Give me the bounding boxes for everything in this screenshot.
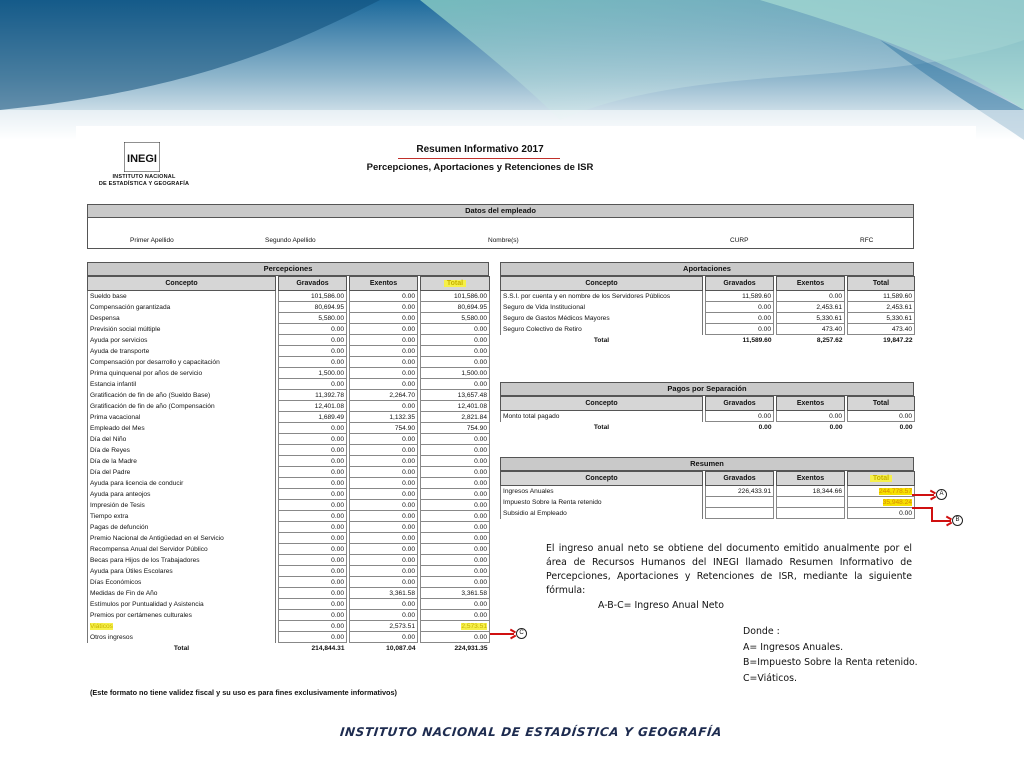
empleado-header: Datos del empleado xyxy=(87,204,914,218)
percepciones-value: 1,132.35 xyxy=(350,412,418,423)
percepciones-concepto: Becas para Hijos de los Trabajadores xyxy=(88,555,276,566)
percepciones-col-concepto: Concepto xyxy=(88,277,276,291)
percepciones-value: 0.00 xyxy=(350,291,418,302)
percepciones-value: 0.00 xyxy=(350,577,418,588)
percepciones-value: 0.00 xyxy=(279,500,347,511)
aportaciones-value: 473.40 xyxy=(848,324,915,335)
percepciones-value: 0.00 xyxy=(279,632,347,643)
aportaciones-col-total: Total xyxy=(848,277,915,291)
percepciones-value: 0.00 xyxy=(279,467,347,478)
aportaciones-header: Aportaciones xyxy=(500,262,914,276)
percepciones-value: 0.00 xyxy=(421,566,490,577)
percepciones-concepto: Premio Nacional de Antigüedad en el Servicio xyxy=(88,533,276,544)
resumen-highlighted-value: 35,948.24 xyxy=(882,498,912,506)
percepciones-concepto: Prima quinquenal por años de servicio xyxy=(88,368,276,379)
aportaciones-total-label: Total xyxy=(593,336,610,344)
percepciones-row xyxy=(88,368,490,379)
percepciones-value: 0.00 xyxy=(350,346,418,357)
percepciones-concepto: Pagas de defunción xyxy=(88,522,276,533)
percepciones-row xyxy=(88,577,490,588)
percepciones-total-label: Total xyxy=(173,644,190,652)
percepciones-concepto: Día de Reyes xyxy=(88,445,276,456)
logo-wordmark: INEGI xyxy=(127,153,157,165)
percepciones-value: 1,500.00 xyxy=(421,368,490,379)
percepciones-total-value: 10,087.04 xyxy=(350,643,418,654)
percepciones-row xyxy=(88,621,490,632)
aportaciones-table xyxy=(500,276,915,346)
percepciones-concepto: Otros ingresos xyxy=(88,632,276,643)
field-primer-apellido: Primer Apellido xyxy=(130,237,174,244)
percepciones-value: 80,694.95 xyxy=(279,302,347,313)
separacion-total-value: 0.00 xyxy=(706,422,774,433)
percepciones-concepto: Días Económicos xyxy=(88,577,276,588)
percepciones-total-row xyxy=(88,643,490,654)
percepciones-value: 0.00 xyxy=(279,423,347,434)
resumen-table xyxy=(500,471,915,519)
percepciones-concepto: Ayuda para licencia de conducir xyxy=(88,478,276,489)
resumen-value xyxy=(777,508,845,519)
resumen-col-total xyxy=(848,472,915,486)
percepciones-value: 1,500.00 xyxy=(279,368,347,379)
resumen-col-total-highlight: Total xyxy=(870,475,892,482)
percepciones-concepto: Sueldo base xyxy=(88,291,276,302)
percepciones-value: 0.00 xyxy=(421,511,490,522)
percepciones-concepto: Impresión de Tesis xyxy=(88,500,276,511)
separacion-value: 0.00 xyxy=(706,411,774,422)
percepciones-value: 0.00 xyxy=(350,555,418,566)
resumen-concepto: Ingresos Anuales xyxy=(501,486,703,497)
percepciones-value: 0.00 xyxy=(350,313,418,324)
percepciones-row xyxy=(88,324,490,335)
resumen-highlighted-value: 244,778.57 xyxy=(878,487,912,495)
percepciones-value: 0.00 xyxy=(350,401,418,412)
logo-line2: DE ESTADÍSTICA Y GEOGRAFÍA xyxy=(98,181,190,187)
donde-b: B=Impuesto Sobre la Renta retenido. xyxy=(743,657,918,668)
percepciones-value: 0.00 xyxy=(350,379,418,390)
percepciones-value: 0.00 xyxy=(350,434,418,445)
resumen-value xyxy=(706,508,774,519)
aportaciones-row xyxy=(501,302,915,313)
percepciones-concepto: Prima vacacional xyxy=(88,412,276,423)
aportaciones-value: 11,589.60 xyxy=(848,291,915,302)
percepciones-value: 0.00 xyxy=(350,610,418,621)
percepciones-value: 0.00 xyxy=(279,621,347,632)
aportaciones-concepto: S.S.I. por cuenta y en nombre de los Servidores Públicos xyxy=(501,291,703,302)
percepciones-value: 2,264.70 xyxy=(350,390,418,401)
percepciones-concepto: Ayuda de transporte xyxy=(88,346,276,357)
percepciones-concepto: Despensa xyxy=(88,313,276,324)
percepciones-value: 0.00 xyxy=(279,379,347,390)
percepciones-concepto: Gratificación de fin de año (Compensación xyxy=(88,401,276,412)
percepciones-value: 0.00 xyxy=(279,522,347,533)
percepciones-row xyxy=(88,423,490,434)
resumen-col-concepto: Concepto xyxy=(501,472,703,486)
percepciones-value: 5,580.00 xyxy=(421,313,490,324)
aportaciones-row xyxy=(501,313,915,324)
percepciones-value: 0.00 xyxy=(350,533,418,544)
percepciones-value: 0.00 xyxy=(279,533,347,544)
percepciones-row xyxy=(88,599,490,610)
formula: A-B-C= Ingreso Anual Neto xyxy=(598,600,724,611)
document-subtitle: Percepciones, Aportaciones y Retenciones de ISR xyxy=(366,162,594,173)
percepciones-row xyxy=(88,610,490,621)
resumen-concepto: Impuesto Sobre la Renta retenido xyxy=(501,497,703,508)
marker-b-label: B xyxy=(952,515,963,526)
percepciones-value: 0.00 xyxy=(279,577,347,588)
separacion-concepto: Monto total pagado xyxy=(501,411,703,422)
aportaciones-value: 2,453.61 xyxy=(848,302,915,313)
percepciones-row xyxy=(88,544,490,555)
aportaciones-value: 2,453.61 xyxy=(777,302,845,313)
marker-c-label: C xyxy=(516,628,527,639)
percepciones-value: 0.00 xyxy=(279,357,347,368)
aportaciones-value: 0.00 xyxy=(706,324,774,335)
percepciones-row xyxy=(88,401,490,412)
resumen-col-exentos: Exentos xyxy=(777,472,845,486)
percepciones-value: 0.00 xyxy=(421,324,490,335)
percepciones-row xyxy=(88,489,490,500)
percepciones-value: 0.00 xyxy=(350,500,418,511)
percepciones-value: 0.00 xyxy=(350,478,418,489)
percepciones-row xyxy=(88,511,490,522)
explanation-paragraph: El ingreso anual neto se obtiene del documento emitido anualmente por el área de Recursos Humanos del INEGI llamado Resumen Informativo de Percepciones, Aportaciones y Retenciones de ISR, mediante la siguiente fórmula: xyxy=(546,543,912,596)
resumen-value xyxy=(848,497,915,508)
percepciones-row xyxy=(88,379,490,390)
percepciones-row xyxy=(88,434,490,445)
aportaciones-value: 473.40 xyxy=(777,324,845,335)
percepciones-concepto: Recompensa Anual del Servidor Público xyxy=(88,544,276,555)
percepciones-table xyxy=(87,276,490,654)
percepciones-value: 0.00 xyxy=(350,324,418,335)
percepciones-value: 0.00 xyxy=(350,357,418,368)
field-rfc: RFC xyxy=(860,237,874,244)
aportaciones-concepto: Seguro de Vida Institucional xyxy=(501,302,703,313)
percepciones-concepto: Previsión social múltiple xyxy=(88,324,276,335)
resumen-value: 226,433.91 xyxy=(706,486,774,497)
percepciones-value: 0.00 xyxy=(421,379,490,390)
percepciones-row xyxy=(88,335,490,346)
percepciones-value: 101,586.00 xyxy=(279,291,347,302)
resumen-header: Resumen xyxy=(500,457,914,471)
percepciones-concepto: Ayuda para anteojos xyxy=(88,489,276,500)
percepciones-value: 0.00 xyxy=(279,566,347,577)
donde-legend xyxy=(743,624,918,686)
percepciones-value: 0.00 xyxy=(279,445,347,456)
percepciones-value: 80,694.95 xyxy=(421,302,490,313)
resumen-col-gravados: Gravados xyxy=(706,472,774,486)
percepciones-row xyxy=(88,467,490,478)
resumen-value xyxy=(777,497,845,508)
resumen-row xyxy=(501,508,915,519)
percepciones-value: 0.00 xyxy=(350,511,418,522)
resumen-row xyxy=(501,486,915,497)
percepciones-row xyxy=(88,555,490,566)
percepciones-row xyxy=(88,478,490,489)
percepciones-value: 0.00 xyxy=(421,500,490,511)
percepciones-value: 0.00 xyxy=(279,434,347,445)
percepciones-value: 0.00 xyxy=(350,335,418,346)
percepciones-value: 0.00 xyxy=(350,489,418,500)
percepciones-value: 0.00 xyxy=(350,544,418,555)
separacion-total-row xyxy=(501,422,915,433)
percepciones-value: 0.00 xyxy=(350,445,418,456)
aportaciones-col-concepto: Concepto xyxy=(501,277,703,291)
percepciones-value: 0.00 xyxy=(421,555,490,566)
percepciones-value xyxy=(421,621,490,632)
separacion-col-total: Total xyxy=(848,397,915,411)
percepciones-value: 0.00 xyxy=(279,346,347,357)
percepciones-concepto: Día del Padre xyxy=(88,467,276,478)
aportaciones-value: 5,330.61 xyxy=(848,313,915,324)
logo-mark-icon xyxy=(124,142,160,172)
percepciones-value: 0.00 xyxy=(279,456,347,467)
percepciones-value: 0.00 xyxy=(421,599,490,610)
percepciones-value: 0.00 xyxy=(279,324,347,335)
percepciones-concepto: Ayuda para Útiles Escolares xyxy=(88,566,276,577)
resumen-value xyxy=(706,497,774,508)
percepciones-total-value: 214,844.31 xyxy=(279,643,347,654)
logo-caption xyxy=(96,174,192,188)
percepciones-value: 12,401.08 xyxy=(279,401,347,412)
percepciones-header: Percepciones xyxy=(87,262,489,276)
aportaciones-row xyxy=(501,291,915,302)
percepciones-value: 0.00 xyxy=(421,445,490,456)
percepciones-row xyxy=(88,313,490,324)
separacion-total-label: Total xyxy=(593,423,610,431)
percepciones-value: 0.00 xyxy=(350,368,418,379)
aportaciones-value: 5,330.61 xyxy=(777,313,845,324)
percepciones-col-gravados: Gravados xyxy=(279,277,347,291)
percepciones-concepto: Día del Niño xyxy=(88,434,276,445)
percepciones-row xyxy=(88,390,490,401)
percepciones-row xyxy=(88,445,490,456)
empleado-box xyxy=(87,217,914,249)
percepciones-value: 3,361.58 xyxy=(421,588,490,599)
aportaciones-value: 0.00 xyxy=(706,302,774,313)
aportaciones-total-value: 19,847.22 xyxy=(848,335,915,346)
percepciones-value: 0.00 xyxy=(279,335,347,346)
title-underline xyxy=(398,158,560,159)
percepciones-value: 0.00 xyxy=(350,467,418,478)
percepciones-value: 0.00 xyxy=(350,566,418,577)
percepciones-value: 0.00 xyxy=(279,555,347,566)
percepciones-col-total-highlight: Total xyxy=(444,280,466,287)
percepciones-value: 0.00 xyxy=(350,302,418,313)
percepciones-total-value: 224,931.35 xyxy=(421,643,490,654)
percepciones-value: 0.00 xyxy=(421,357,490,368)
percepciones-row xyxy=(88,632,490,643)
aportaciones-col-exentos: Exentos xyxy=(777,277,845,291)
percepciones-value: 5,580.00 xyxy=(279,313,347,324)
percepciones-concepto: Ayuda por servicios xyxy=(88,335,276,346)
percepciones-concepto: Medidas de Fin de Año xyxy=(88,588,276,599)
percepciones-value: 0.00 xyxy=(279,489,347,500)
aportaciones-concepto: Seguro de Gastos Médicos Mayores xyxy=(501,313,703,324)
percepciones-value: 0.00 xyxy=(350,456,418,467)
donde-title: Donde : xyxy=(743,626,780,637)
donde-a: A= Ingresos Anuales. xyxy=(743,641,844,653)
percepciones-concepto: Empleado del Mes xyxy=(88,423,276,434)
aportaciones-concepto: Seguro Colectivo de Retiro xyxy=(501,324,703,335)
aportaciones-value: 0.00 xyxy=(706,313,774,324)
percepciones-value: 0.00 xyxy=(421,346,490,357)
separacion-col-concepto: Concepto xyxy=(501,397,703,411)
header-banner xyxy=(0,0,1024,140)
percepciones-concepto: Premios por certámenes culturales xyxy=(88,610,276,621)
percepciones-value: 0.00 xyxy=(421,522,490,533)
percepciones-value: 0.00 xyxy=(421,467,490,478)
percepciones-row xyxy=(88,302,490,313)
percepciones-value: 0.00 xyxy=(279,511,347,522)
percepciones-value: 0.00 xyxy=(279,478,347,489)
percepciones-col-total xyxy=(421,277,490,291)
percepciones-value: 0.00 xyxy=(421,434,490,445)
donde-c: C=Viáticos. xyxy=(743,672,797,684)
percepciones-value: 1,689.49 xyxy=(279,412,347,423)
percepciones-concepto: Gratificación de fin de año (Sueldo Base) xyxy=(88,390,276,401)
percepciones-concepto: Compensación garantizada xyxy=(88,302,276,313)
percepciones-row xyxy=(88,588,490,599)
aportaciones-value: 11,589.60 xyxy=(706,291,774,302)
aportaciones-total-value: 11,589.60 xyxy=(706,335,774,346)
aportaciones-total-row xyxy=(501,335,915,346)
marker-a-label: A xyxy=(936,489,947,500)
percepciones-row xyxy=(88,412,490,423)
percepciones-value: 0.00 xyxy=(350,599,418,610)
percepciones-concepto: Compensación por desarrollo y capacitación xyxy=(88,357,276,368)
percepciones-value: 0.00 xyxy=(421,533,490,544)
resumen-row xyxy=(501,497,915,508)
separacion-value: 0.00 xyxy=(777,411,845,422)
field-curp: CURP xyxy=(730,237,749,244)
separacion-header: Pagos por Separación xyxy=(500,382,914,396)
resumen-value: 18,344.66 xyxy=(777,486,845,497)
footer-institution: INSTITUTO NACIONAL DE ESTADÍSTICA Y GEOGRAFÍA xyxy=(339,725,723,739)
percepciones-concepto xyxy=(88,621,276,632)
percepciones-row xyxy=(88,566,490,577)
aportaciones-value: 0.00 xyxy=(777,291,845,302)
inegi-logo xyxy=(96,142,192,194)
separacion-table xyxy=(500,396,915,433)
percepciones-row xyxy=(88,533,490,544)
percepciones-value: 0.00 xyxy=(350,632,418,643)
separacion-value: 0.00 xyxy=(848,411,915,422)
aportaciones-col-gravados: Gravados xyxy=(706,277,774,291)
percepciones-value: 0.00 xyxy=(279,599,347,610)
percepciones-value: 0.00 xyxy=(350,522,418,533)
percepciones-concepto: Estancia infantil xyxy=(88,379,276,390)
field-segundo-apellido: Segundo Apellido xyxy=(265,237,316,244)
percepciones-value: 0.00 xyxy=(421,577,490,588)
aportaciones-total-value: 8,257.62 xyxy=(777,335,845,346)
percepciones-value: 0.00 xyxy=(421,632,490,643)
resumen-value: 0.00 xyxy=(848,508,915,519)
percepciones-value: 0.00 xyxy=(421,478,490,489)
separacion-row xyxy=(501,411,915,422)
logo-line1: INSTITUTO NACIONAL xyxy=(112,174,176,180)
separacion-col-gravados: Gravados xyxy=(706,397,774,411)
aportaciones-row xyxy=(501,324,915,335)
resumen-concepto: Subsidio al Empleado xyxy=(501,508,703,519)
percepciones-col-exentos: Exentos xyxy=(350,277,418,291)
percepciones-value: 12,401.08 xyxy=(421,401,490,412)
percepciones-value: 754.90 xyxy=(350,423,418,434)
percepciones-value: 3,361.58 xyxy=(350,588,418,599)
percepciones-row xyxy=(88,346,490,357)
separacion-total-value: 0.00 xyxy=(848,422,915,433)
percepciones-value: 13,657.48 xyxy=(421,390,490,401)
percepciones-value: 0.00 xyxy=(279,610,347,621)
percepciones-highlighted-value: Viáticos xyxy=(90,622,113,630)
document-title: Resumen Informativo 2017 xyxy=(416,144,544,155)
percepciones-value: 101,586.00 xyxy=(421,291,490,302)
percepciones-value: 0.00 xyxy=(421,335,490,346)
percepciones-concepto: Estímulos por Puntualidad y Asistencia xyxy=(88,599,276,610)
separacion-total-value: 0.00 xyxy=(777,422,845,433)
percepciones-value: 754.90 xyxy=(421,423,490,434)
percepciones-value: 2,821.84 xyxy=(421,412,490,423)
percepciones-value: 0.00 xyxy=(421,610,490,621)
separacion-col-exentos: Exentos xyxy=(777,397,845,411)
percepciones-value: 11,392.78 xyxy=(279,390,347,401)
percepciones-value: 0.00 xyxy=(421,456,490,467)
percepciones-highlighted-value: 2,573.51 xyxy=(461,622,487,630)
percepciones-value: 0.00 xyxy=(279,588,347,599)
percepciones-value: 0.00 xyxy=(279,544,347,555)
banner-graphic xyxy=(0,0,1024,140)
percepciones-row xyxy=(88,456,490,467)
percepciones-row xyxy=(88,500,490,511)
percepciones-row xyxy=(88,291,490,302)
resumen-value xyxy=(848,486,915,497)
percepciones-concepto: Día de la Madre xyxy=(88,456,276,467)
disclaimer: (Este formato no tiene validez fiscal y su uso es para fines exclusivamente informativos) xyxy=(90,688,397,697)
percepciones-concepto: Tiempo extra xyxy=(88,511,276,522)
percepciones-value: 0.00 xyxy=(421,544,490,555)
percepciones-row xyxy=(88,522,490,533)
field-nombre: Nombre(s) xyxy=(488,237,519,244)
percepciones-value: 2,573.51 xyxy=(350,621,418,632)
percepciones-row xyxy=(88,357,490,368)
percepciones-value: 0.00 xyxy=(421,489,490,500)
